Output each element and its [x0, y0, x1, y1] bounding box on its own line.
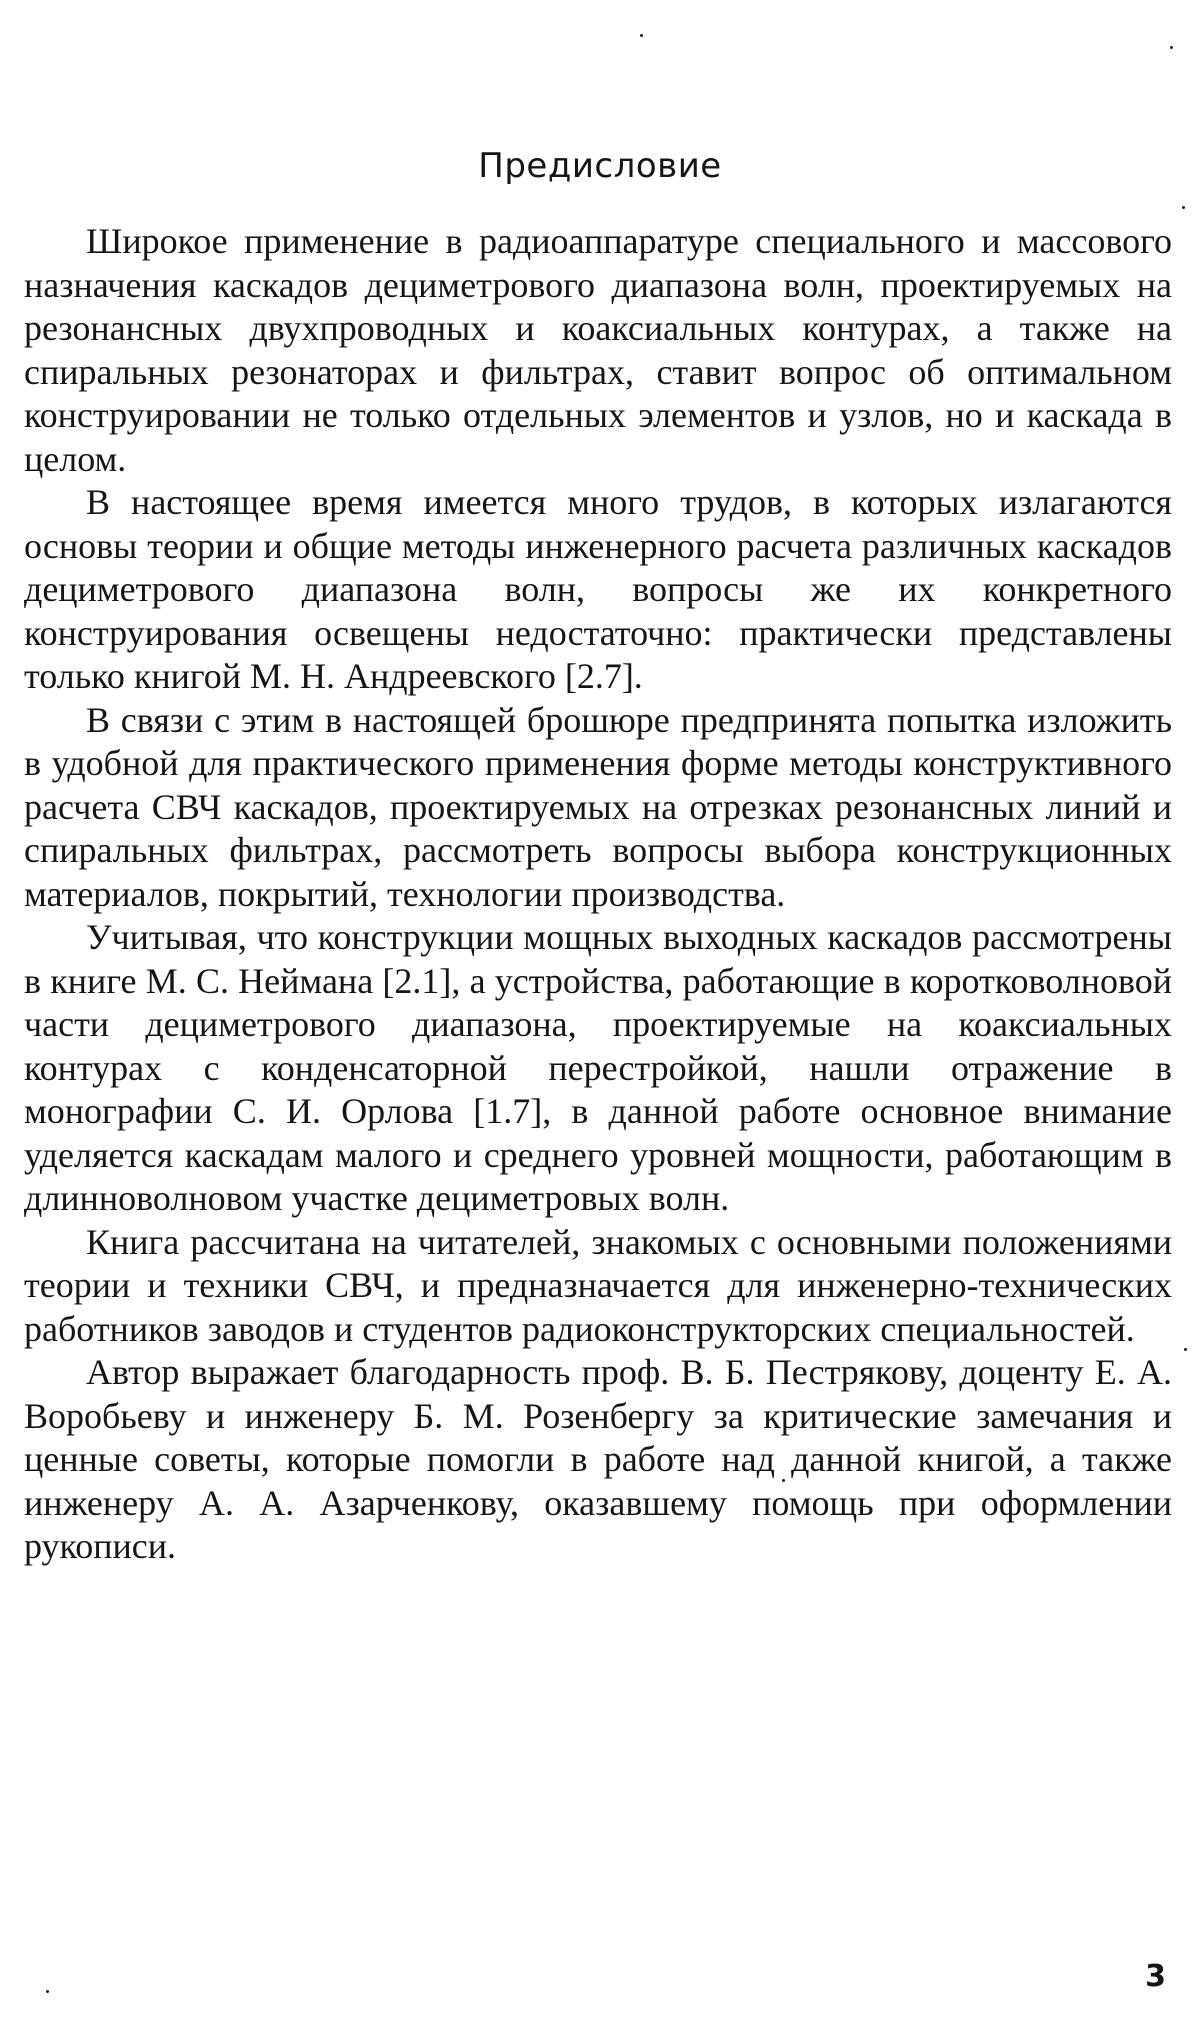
scan-speck — [46, 1990, 49, 1993]
paragraph-2: В настоящее время имеется много трудов, в которых излагаются основы теории и общие методы инженерного расчета различных каскадов дециметрового диапазона волн, вопросы же их конкретного конструирования освещены недостаточно: практически представлены только книгой М. Н. Андреевского [2.7]. — [24, 482, 1172, 696]
paragraph-1: Широкое применение в радиоаппаратуре специального и массового назначения каскадов дециметрового диапазона волн, проектируемых на резонансных двухпроводных и коаксиальных контурах, а также на спиральных резонаторах и фильтрах, ставит вопрос об оптимальном конструировании не только отдельных элементов и узлов, но и каскада в целом. — [24, 221, 1172, 479]
paragraph-6: Автор выражает благодарность проф. В. Б. Пестрякову, доценту Е. А. Воробьеву и инженеру Б. М. Розенбергу за критические замечания и ценные советы, которые помогли в работе над данной книгой, а также инженеру А. А. Азарченкову, оказавшему помощь при оформлении рукописи. — [24, 1352, 1172, 1566]
paragraph-3: В связи с этим в настоящей брошюре предпринята попытка изложить в удобной для практического применения форме методы конструктивного расчета СВЧ каскадов, проектируемых на отрезках резонансных линий и спиральных фильтрах, рассмотреть вопросы выбора конструкционных материалов, покрытий, технологии производства. — [24, 699, 1172, 914]
scan-speck — [640, 34, 643, 37]
scan-speck — [1182, 206, 1185, 209]
scan-speck — [1170, 46, 1173, 49]
preface-body — [24, 220, 1172, 1569]
scan-speck — [1184, 1348, 1187, 1351]
scan-speck — [782, 1479, 785, 1482]
paragraph-5: Книга рассчитана на читателей, знакомых с основными положениями теории и техники СВЧ, и предназначается для инженерно-технических работников заводов и студентов радиоконструкторских специальностей. — [24, 1221, 1172, 1349]
page-title: Предисловие — [478, 146, 722, 186]
paragraph-4: Учитывая, что конструкции мощных выходных каскадов рассмотрены в книге М. С. Неймана [2.1], а устройства, работающие в коротковолновой части дециметрового диапазона, проектируемые на коаксиальных контурах с конденсаторной перестройкой, нашли отражение в монографии С. И. Орлова [1.7], в данной работе основное внимание уделяется каскадам малого и среднего уровней мощности, работающим в длинноволновом участке дециметровых волн. — [24, 917, 1172, 1218]
page-number: 3 — [1145, 1959, 1166, 1994]
